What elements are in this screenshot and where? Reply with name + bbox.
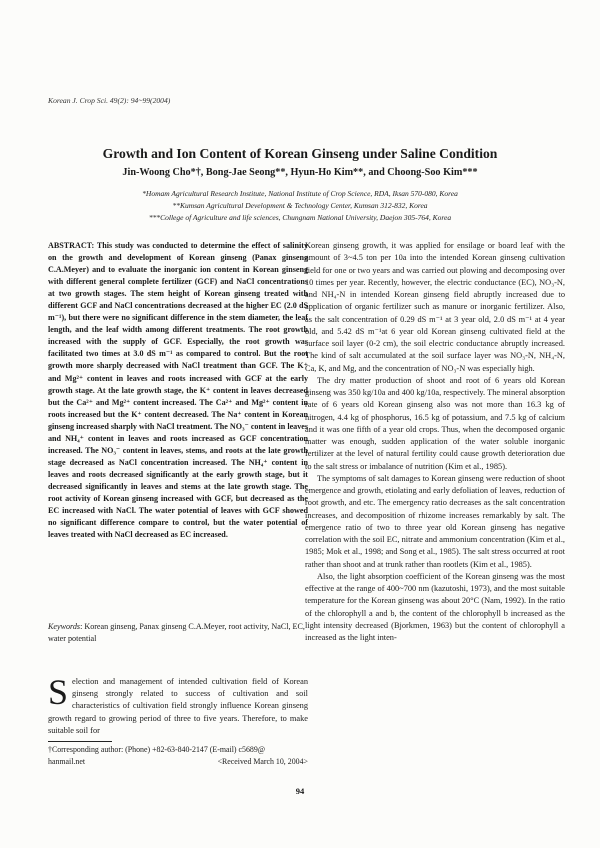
abstract — [48, 240, 308, 541]
affiliation-3: ***College of Agriculture and life sciences, Chungnam National University, Daejon 305-764, Korea — [148, 213, 452, 222]
paper-title: Growth and Ion Content of Korean Ginseng under Saline Condition — [102, 146, 498, 161]
keywords-body: : Korean ginseng, Panax ginseng C.A.Meyer, root activity, NaCl, EC, water potential — [48, 622, 305, 644]
body-paragraph-2: The dry matter production of shoot and root of 6 years old Korean ginseng was 350 kg/10a and 400 kg/10a, respectively. The mineral absorption rate of 6 years old Korean ginseng also was not more than 16.3 kg of nitrogen, 4.4 kg of phosphorus, 16.5 kg of potassium, and 7.5 kg of calcium and it was one fifth of a year old crops. Thus, when the decomposed organic matter was enough, sudden application of the water soluble inorganic fertilizer at the level of natural fertility could cause growth deterioration due to the salt stress or imbalance of nutrition (Kim et al., 1985). — [305, 375, 565, 471]
received-date: <Received March 10, 2004> — [217, 756, 308, 766]
right-column — [305, 240, 565, 644]
drop-cap: S — [48, 672, 69, 712]
body-paragraph-3: The symptoms of salt damages to Korean ginseng were reduction of shoot emergence and growth, etiolating and early defoliation of leaves, reduction of root growth, and etc. The emergency ratio decreases as the salt concentration increases, and decomposition of rhizome increases remarkably by salt. The emergence ratio of two to three year old Korean ginseng has negative correlation with the soil EC, nitrate and ammonium concentration (Kim et al., 1985; Mok et al., 1998; and Song et al., 1985). The salt stress occurred at root rather than shoot and at trunk rather than rootlets (Kim et al., 1985). — [305, 473, 565, 569]
keywords — [48, 621, 308, 645]
affiliations — [0, 188, 600, 224]
left-column — [48, 240, 308, 541]
introduction-paragraph — [48, 672, 308, 737]
body-paragraph-4: Also, the light absorption coefficient of the Korean ginseng was the most effective at the range of 400~700 nm (kazutoshi, 1973), and the most suitable temperature for the Korean ginseng was about 20°C (Nam, 1992). In the ratio of the chlorophyll a and b, the content of the chlorophyll b increased as the light intensity decreased (Bjorkmen, 1963) but the content of chlorophyll a increased as the light inten- — [305, 571, 565, 642]
page-number: 94 — [295, 786, 305, 796]
footnote-divider — [48, 741, 112, 742]
journal-reference: Korean J. Crop Sci. 49(2): 94~99(2004) — [48, 96, 171, 105]
footnote — [48, 744, 308, 767]
abstract-label: ABSTRACT — [48, 241, 92, 250]
keywords-label: Keywords — [48, 622, 81, 631]
corresponding-author: †Corresponding author: (Phone) +82-63-840-2147 (E-mail) c5689@ — [48, 745, 266, 754]
introduction-text: election and management of intended cultivation field of Korean ginseng strongly related to success of cultivation and soil characteristics of cultivation field strongly influence Korean ginseng growth regard to growing period of three to five years. Therefore, to make suitable soil for — [48, 677, 308, 735]
author-list: Jin-Woong Cho*†, Bong-Jae Seong**, Hyun-Ho Kim**, and Choong-Soo Kim*** — [122, 167, 478, 178]
affiliation-1: *Homam Agricultural Research Institute, National Institute of Crop Science, RDA, Iksan 570-080, Korea — [142, 189, 458, 198]
author-email-domain: hanmail.net — [48, 756, 86, 766]
body-paragraph-1: Korean ginseng growth, it was applied for ensilage or board leaf with the amount of 3~4.5 ton per 10a into the intended Korean ginseng cultivation field for one or two years and was carried out plowing and decomposing over 10 times per year. Recently, however, the electric conductance (EC), NO₃-N, and NH₄-N in intended Korean ginseng field abruptly increased due to application of organic fertilizer such as manure or inorganic fertilizer. Also, as the salt concentration of 0.29 dS m⁻¹ at 3 year old, 2.0 dS m⁻¹ at 4 year old, and 5.42 dS m⁻¹at 6 year old Korean ginseng cultivated field at the surface soil layer (0-2 cm), the soil electric conductance abruptly increased. The kind of salt accumulated at the soil surface layer was NO₃-N, NH₄-N, Ca, K, and Mg, and the concentration of NO₃-N was especially high. — [305, 241, 565, 373]
affiliation-2: **Kumsan Agricultural Development & Technology Center, Kumsan 312-832, Korea — [172, 201, 428, 210]
abstract-body: : This study was conducted to determine the effect of salinity on the growth and development of Korean ginseng (Panax ginseng C.A.Meyer) and to evaluate the inorganic ion content in Korean ginseng with different general complete fertilizer (GCF) and NaCl concentrations at two growth stages. The stem height of Korean ginseng treated with different GCF and NaCl concentrations decreased at the higher EC (2.0 dS m⁻¹), but there were no significant difference in the stem diameter, the leaf length, and the leaf width among different treatments. The root growth increased with the supply of GCF. Especially, the root growth was facilitated two times at 3.0 dS m⁻¹ as compared to control. But the root growth more sharply decreased with NaCl treatment than GCF. The K⁺ and Mg²⁺ content in leaves and roots increased with GCF at the early growth stage. At the late growth stage, the K⁺ content in leaves decreased but the Ca²⁺ and Mg²⁺ content increased. The Ca²⁺ and Mg²⁺ content in roots increased but the K⁺ content decreased. The Na⁺ content in Korean ginseng increased sharply with NaCl treatment. The NO₃⁻ content in leaves and NH₄⁺ content in leaves and roots increased as GCF concentration increased. The NO₃⁻ content in leaves, stems, and roots at the late growth stage decreased as NaCl concentration increased. The NH₄⁺ content in leaves and roots decreased significantly at the early growth stage, but it decreased significantly in leaves and stems at the late growth stage. The root activity of Korean ginseng increased with GCF, but decreased as the EC increased with NaCl. The water potential of leaves with GCF showed no significant difference compare to control, but the water potential of leaves treated with NaCl decreased as EC increased. — [48, 241, 308, 540]
